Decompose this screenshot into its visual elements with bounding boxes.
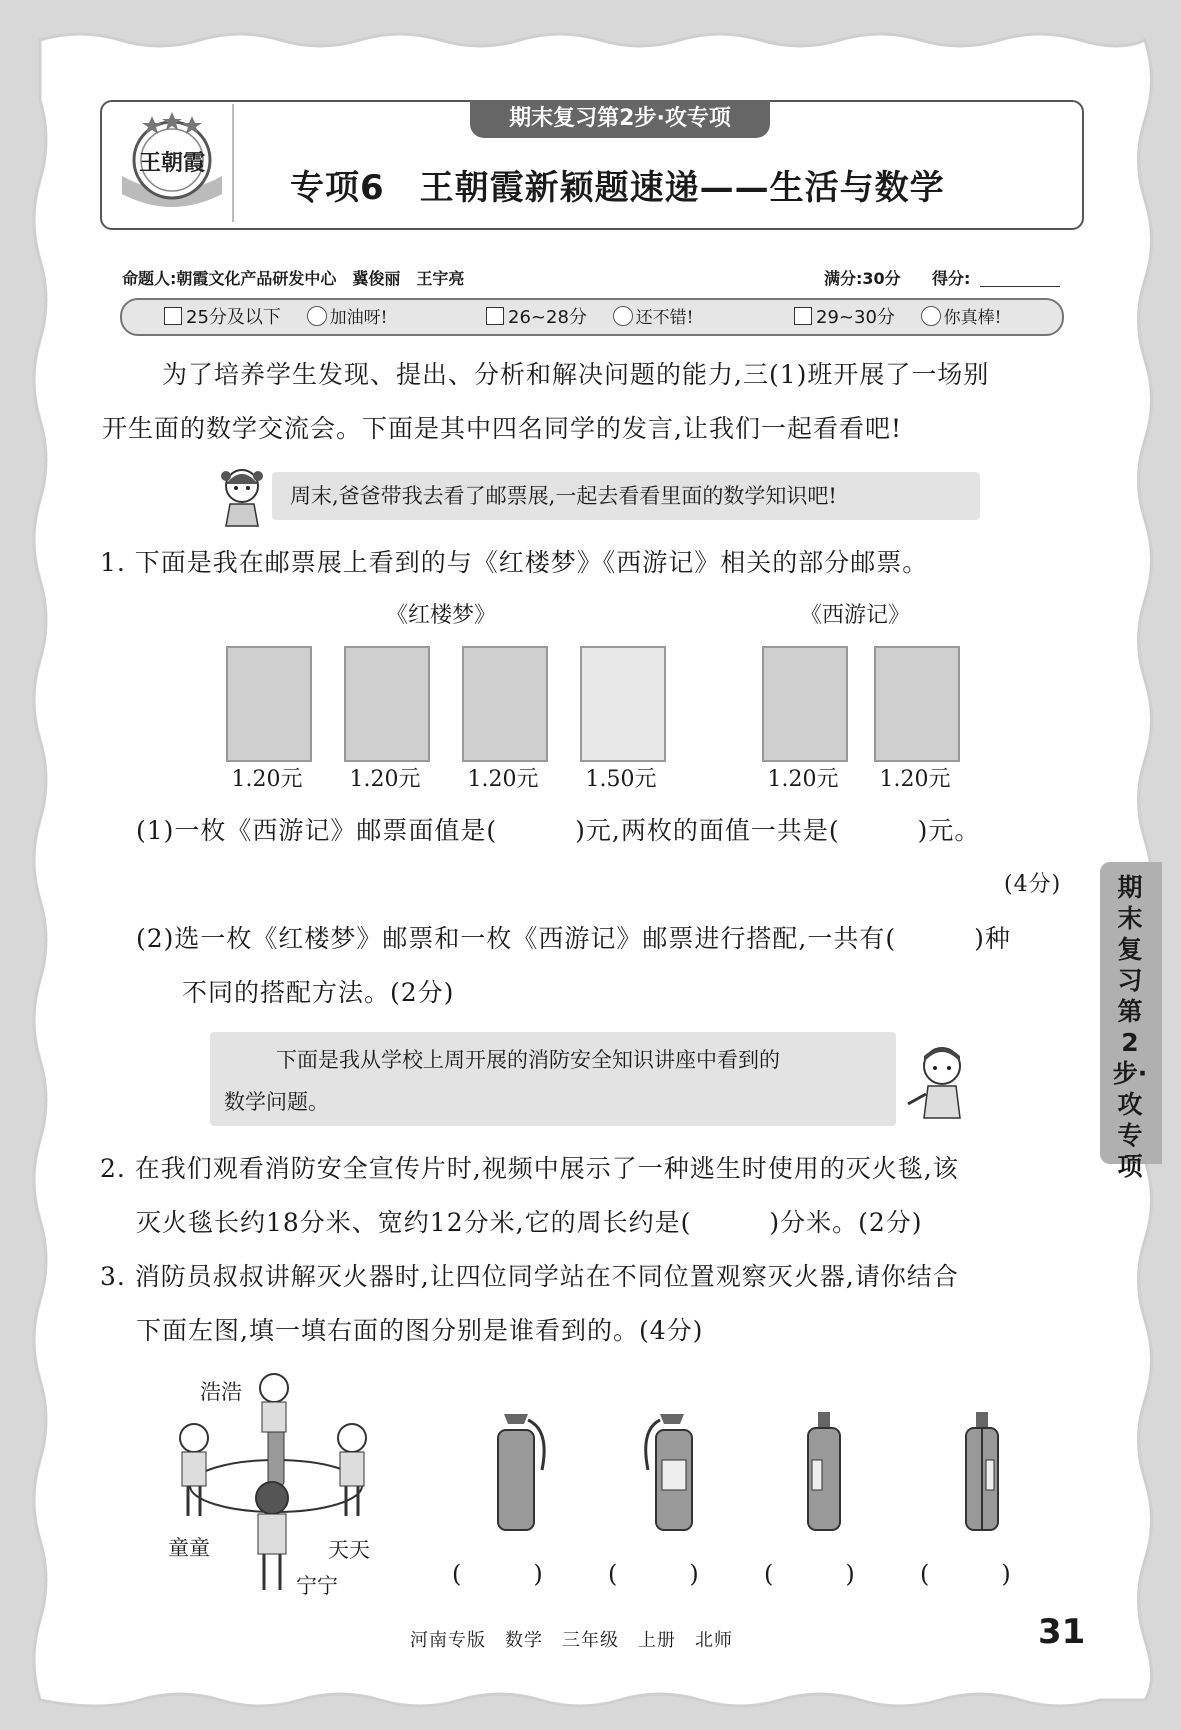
rating-comment: 你真棒! [943,308,1002,328]
bubble-2-line-2: 数学问题。 [224,1090,329,1114]
rating-comment: 还不错! [635,308,694,328]
logo-divider [232,104,234,222]
intro-line-2: 开生面的数学交流会。下面是其中四名同学的发言,让我们一起看看吧! [102,414,902,443]
rating-range: 25分及以下 [186,307,281,328]
stamp-image [580,646,666,762]
name-haohao: 浩浩 [200,1380,242,1404]
speech-bubble-1 [272,472,980,520]
q2-line-1: 2. 在我们观看消防安全宣传片时,视频中展示了一种逃生时使用的灭火毯,该 [100,1154,959,1183]
bubble-1-text: 周末,爸爸带我去看了邮票展,一起去看看里面的数学知识吧! [290,484,837,508]
rating-checkbox[interactable] [486,307,504,325]
brand-logo [112,108,232,220]
stamp-price: 1.20元 [879,767,951,792]
name-tongtong: 童童 [168,1536,210,1560]
answer-blank[interactable]: ( ) [764,1560,855,1588]
intro-line-1: 为了培养学生发现、提出、分析和解决问题的能力,三(1)班开展了一场别 [162,360,990,389]
observers-illustration [160,1366,390,1606]
stamp-price: 1.20元 [349,767,421,792]
rating-2 [486,303,693,329]
rating-checkbox[interactable] [164,307,182,325]
q2-line-2: 灭火毯长约18分米、宽约12分米,它的周长约是( )分米。(2分) [136,1208,923,1237]
stamp-price: 1.20元 [467,767,539,792]
q3-line-1: 3. 消防员叔叔讲解灭火器时,让四位同学站在不同位置观察灭火器,请你结合 [100,1262,959,1291]
rating-checkbox[interactable] [794,307,812,325]
authors: 命题人:朝霞文化产品研发中心 冀俊丽 王宇亮 [122,269,465,288]
footer: 河南专版 数学 三年级 上册 北师 [410,1630,733,1651]
q1-sub2-line1: (2)选一枚《红楼梦》邮票和一枚《西游记》邮票进行搭配,一共有( )种 [136,924,1011,953]
stamp-price: 1.50元 [585,767,657,792]
speech-bubble-2 [210,1032,896,1126]
rating-1 [164,303,387,329]
extinguisher-icon [484,1410,554,1534]
stamp-image [874,646,960,762]
q1-sub2-line2: 不同的搭配方法。(2分) [182,978,455,1007]
bubble-2-line-1: 下面是我从学校上周开展的消防安全知识讲座中看到的 [276,1048,780,1072]
stamp-image [762,646,848,762]
stamp-image [344,646,430,762]
answer-blank[interactable]: ( ) [452,1560,543,1588]
rating-range: 29~30分 [816,307,895,328]
q1-stem: 1. 下面是我在邮票展上看到的与《红楼梦》《西游记》相关的部分邮票。 [100,548,929,577]
q3-line-2: 下面左图,填一填右面的图分别是谁看到的。(4分) [136,1316,704,1345]
answer-blank[interactable]: ( ) [608,1560,699,1588]
extinguisher-icon [640,1410,710,1534]
face-icon [921,306,941,326]
rating-range: 26~28分 [508,307,587,328]
q1-sub1: (1)一枚《西游记》邮票面值是( )元,两枚的面值一共是( )元。 [136,816,981,845]
stamp-image [462,646,548,762]
name-tiantian: 天天 [328,1538,370,1562]
side-tab-text: 期末复习第2步·攻专项 [1112,873,1148,1181]
group-title-xiyouji: 《西游记》 [800,603,911,628]
name-ningning: 宁宁 [296,1574,338,1598]
full-score: 满分:30分 [824,269,901,288]
boy-avatar-icon [904,1042,974,1120]
stamp-image [226,646,312,762]
face-icon [613,306,633,326]
page-title: 专项6 王朝霞新颖题速递——生活与数学 [290,168,945,208]
group-title-hongloumeng: 《红楼梦》 [386,603,497,628]
rating-3 [794,303,1001,329]
header-tab: 期末复习第2步·攻专项 [470,100,770,138]
score-label: 得分: [932,269,971,288]
extinguisher-icon [800,1410,850,1534]
rating-comment: 加油呀! [329,308,388,328]
page-number: 31 [1038,1612,1086,1652]
face-icon [307,306,327,326]
answer-blank[interactable]: ( ) [920,1560,1011,1588]
score-field[interactable] [980,286,1060,287]
stamp-price: 1.20元 [767,767,839,792]
girl-avatar-icon [214,464,270,528]
q1-sub1-score: (4分) [1004,872,1062,897]
svg-text:王朝霞: 王朝霞 [138,150,206,176]
stamp-price: 1.20元 [231,767,303,792]
extinguisher-icon [958,1410,1008,1534]
